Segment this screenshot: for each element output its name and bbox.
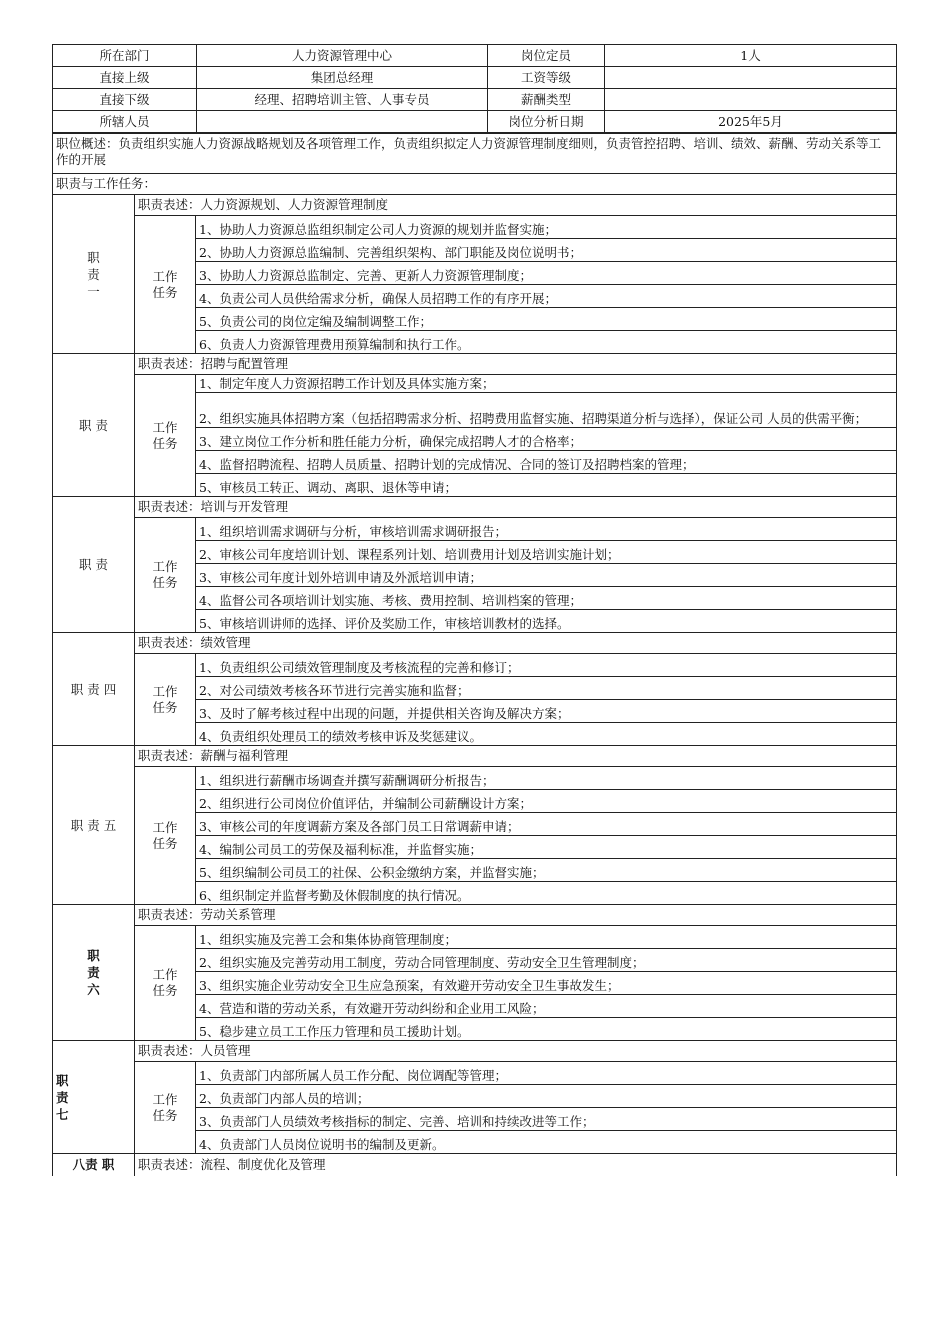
duty-statement: 职责表述：培训与开发管理 bbox=[135, 497, 897, 518]
task-label-text: 任务 bbox=[152, 284, 178, 300]
header-label: 所在部门 bbox=[53, 45, 197, 67]
task-item: 5、审核培训讲师的选择、评价及奖励工作，审核培训教材的选择。 bbox=[196, 610, 897, 633]
task-label-text: 工作 bbox=[152, 559, 178, 574]
task-item: 1、负责部门内部所属人员工作分配、岗位调配等管理； bbox=[196, 1062, 897, 1085]
duty-statement: 职责表述：劳动关系管理 bbox=[135, 905, 897, 926]
task-label-text: 任务 bbox=[152, 1107, 178, 1123]
task-item: 4、编制公司员工的劳保及福利标准，并监督实施； bbox=[196, 836, 897, 859]
duty-label bbox=[53, 497, 135, 633]
task-label-text: 任务 bbox=[152, 699, 178, 715]
duty-label bbox=[53, 746, 135, 905]
header-label: 工资等级 bbox=[488, 67, 605, 89]
header-label: 岗位定员 bbox=[488, 45, 605, 67]
duty-label bbox=[53, 195, 135, 354]
task-label bbox=[135, 767, 196, 905]
task-label bbox=[135, 216, 196, 354]
job-description-document bbox=[52, 44, 896, 1176]
task-label-text: 工作 bbox=[152, 419, 178, 435]
header-label: 直接上级 bbox=[53, 67, 197, 89]
duty-label bbox=[53, 905, 135, 1041]
task-label-text: 任务 bbox=[152, 983, 178, 998]
duty-statement: 职责表述：薪酬与福利管理 bbox=[135, 746, 897, 767]
task-label-text: 工作 bbox=[152, 1091, 178, 1107]
task-label bbox=[135, 518, 196, 633]
duty-statement: 职责表述：流程、制度优化及管理 bbox=[135, 1154, 897, 1177]
header-label: 薪酬类型 bbox=[488, 89, 605, 111]
task-item: 1、组织实施及完善工会和集体协商管理制度； bbox=[196, 926, 897, 949]
duty-label-text: 职 bbox=[87, 249, 100, 265]
task-item: 2、负责部门内部人员的培训； bbox=[196, 1085, 897, 1108]
task-item: 3、协助人力资源总监制定、完善、更新人力资源管理制度； bbox=[196, 262, 897, 285]
task-item: 4、负责组织处理员工的绩效考核申诉及奖惩建议。 bbox=[196, 723, 897, 746]
task-row bbox=[53, 1062, 897, 1085]
task-item: 1、制定年度人力资源招聘工作计划及具体实施方案； bbox=[196, 375, 897, 393]
task-item: 4、监督公司各项培训计划实施、考核、费用控制、培训档案的管理； bbox=[196, 587, 897, 610]
task-item: 3、及时了解考核过程中出现的问题，并提供相关咨询及解决方案； bbox=[196, 700, 897, 723]
duty-label-text: 职 bbox=[87, 948, 100, 963]
task-item: 5、负责公司的岗位定编及编制调整工作； bbox=[196, 308, 897, 331]
task-label bbox=[135, 654, 196, 746]
header-row bbox=[53, 111, 897, 133]
task-label bbox=[135, 926, 196, 1041]
header-value bbox=[605, 67, 897, 89]
task-row bbox=[53, 926, 897, 949]
task-label-text: 工作 bbox=[152, 683, 178, 699]
task-row bbox=[53, 767, 897, 790]
header-label: 直接下级 bbox=[53, 89, 197, 111]
duty-label: 八责 职 bbox=[53, 1154, 135, 1177]
header-label: 所辖人员 bbox=[53, 111, 197, 133]
header-row bbox=[53, 67, 897, 89]
task-item: 6、负责人力资源管理费用预算编制和执行工作。 bbox=[196, 331, 897, 354]
duties-title: 职责与工作任务： bbox=[53, 174, 897, 195]
duty-label-text: 责 bbox=[56, 1089, 69, 1105]
duty-label-text: 职 bbox=[56, 1072, 69, 1088]
duty-label-text: 职 责 bbox=[79, 417, 108, 433]
task-item: 1、协助人力资源总监组织制定公司人力资源的规划并监督实施； bbox=[196, 216, 897, 239]
job-overview: 职位概述：负责组织实施人力资源战略规划及各项管理工作，负责组织拟定人力资源管理制度细则，负责管控招聘、培训、绩效、薪酬、劳动关系等工作的开展 bbox=[53, 134, 897, 174]
task-item: 3、负责部门人员绩效考核指标的制定、完善、培训和持续改进等工作； bbox=[196, 1108, 897, 1131]
task-item: 1、组织培训需求调研与分析，审核培训需求调研报告； bbox=[196, 518, 897, 541]
task-item: 5、审核员工转正、调动、离职、退休等申请； bbox=[196, 474, 897, 497]
task-label-text: 工作 bbox=[152, 268, 178, 284]
task-item: 2、组织进行公司岗位价值评估，并编制公司薪酬设计方案； bbox=[196, 790, 897, 813]
task-item: 6、组织制定并监督考勤及休假制度的执行情况。 bbox=[196, 882, 897, 905]
task-item: 4、营造和谐的劳动关系，有效避开劳动纠纷和企业用工风险； bbox=[196, 995, 897, 1018]
task-label-text: 任务 bbox=[152, 435, 178, 451]
header-row bbox=[53, 89, 897, 111]
task-label-text: 任务 bbox=[152, 835, 178, 851]
duty-label-text: 七 bbox=[56, 1106, 69, 1122]
duty-statement: 职责表述：人力资源规划、人力资源管理制度 bbox=[135, 195, 897, 216]
task-item: 2、审核公司年度培训计划、课程系列计划、培训费用计划及培训实施计划； bbox=[196, 541, 897, 564]
header-value: 1人 bbox=[605, 45, 897, 67]
header-value: 集团总经理 bbox=[197, 67, 488, 89]
header-value: 经理、招聘培训主管、人事专员 bbox=[197, 89, 488, 111]
task-item: 5、组织编制公司员工的社保、公积金缴纳方案，并监督实施； bbox=[196, 859, 897, 882]
task-row bbox=[53, 216, 897, 239]
task-item: 3、组织实施企业劳动安全卫生应急预案，有效避开劳动安全卫生事故发生； bbox=[196, 972, 897, 995]
duty-label bbox=[53, 633, 135, 746]
task-label bbox=[135, 1062, 196, 1154]
task-row bbox=[53, 518, 897, 541]
task-item: 4、负责公司人员供给需求分析，确保人员招聘工作的有序开展； bbox=[196, 285, 897, 308]
header-row bbox=[53, 45, 897, 67]
duty-label bbox=[53, 1041, 135, 1154]
task-item: 2、组织实施及完善劳动用工制度，劳动合同管理制度、劳动安全卫生管理制度； bbox=[196, 949, 897, 972]
task-item: 3、审核公司年度计划外培训申请及外派培训申请； bbox=[196, 564, 897, 587]
header-table bbox=[52, 44, 897, 133]
duty-statement: 职责表述：招聘与配置管理 bbox=[135, 354, 897, 375]
duty-label-text: 责 bbox=[87, 266, 100, 282]
task-item: 3、审核公司的年度调薪方案及各部门员工日常调薪申请； bbox=[196, 813, 897, 836]
header-value bbox=[197, 111, 488, 133]
duty-label-text: 职 责 五 bbox=[70, 817, 117, 833]
header-value bbox=[605, 89, 897, 111]
duty-statement: 职责表述：人员管理 bbox=[135, 1041, 897, 1062]
task-label-text: 工作 bbox=[152, 967, 178, 982]
task-item: 2、协助人力资源总监编制、完善组织架构、部门职能及岗位说明书； bbox=[196, 239, 897, 262]
task-item: 1、负责组织公司绩效管理制度及考核流程的完善和修订； bbox=[196, 654, 897, 677]
duty-label-text: 职 责 bbox=[79, 557, 108, 572]
task-row bbox=[53, 654, 897, 677]
task-label-text: 任务 bbox=[152, 575, 178, 590]
duty-label-text: 责 bbox=[87, 965, 100, 980]
duty-label-text: 职 责 四 bbox=[70, 681, 117, 697]
duty-statement: 职责表述：绩效管理 bbox=[135, 633, 897, 654]
task-item: 5、稳步建立员工工作压力管理和员工援助计划。 bbox=[196, 1018, 897, 1041]
header-value: 2025年5月 bbox=[605, 111, 897, 133]
task-label-text: 工作 bbox=[152, 819, 178, 835]
task-item: 2、对公司绩效考核各环节进行完善实施和监督； bbox=[196, 677, 897, 700]
task-item: 4、监督招聘流程、招聘人员质量、招聘计划的完成情况、合同的签订及招聘档案的管理； bbox=[196, 451, 897, 474]
duty-label-text: 一 bbox=[87, 283, 100, 299]
task-item: 3、建立岗位工作分析和胜任能力分析，确保完成招聘人才的合格率； bbox=[196, 428, 897, 451]
duty-label-text: 六 bbox=[87, 982, 100, 997]
header-label: 岗位分析日期 bbox=[488, 111, 605, 133]
task-label bbox=[135, 375, 196, 497]
duties-table bbox=[52, 133, 897, 1176]
duty-label bbox=[53, 354, 135, 497]
task-row bbox=[53, 375, 897, 393]
task-item: 2、组织实施具体招聘方案（包括招聘需求分析、招聘费用监督实施、招聘渠道分析与选择），保证公司 人员的供需平衡； bbox=[196, 393, 897, 428]
task-item: 4、负责部门人员岗位说明书的编制及更新。 bbox=[196, 1131, 897, 1154]
header-value: 人力资源管理中心 bbox=[197, 45, 488, 67]
task-item: 1、组织进行薪酬市场调查并撰写薪酬调研分析报告； bbox=[196, 767, 897, 790]
